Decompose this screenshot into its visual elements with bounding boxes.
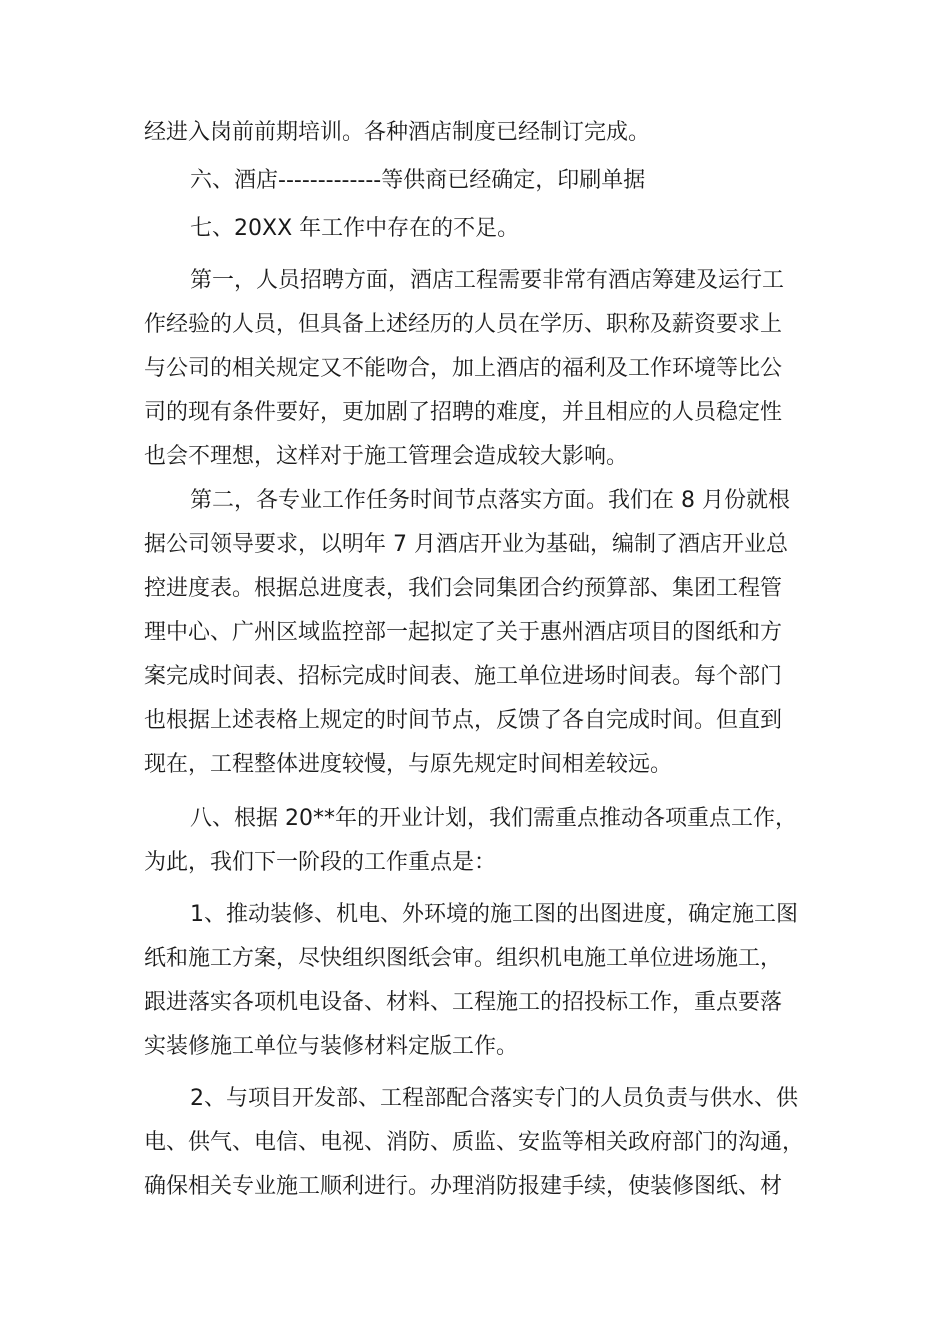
text-line: 纸和施工方案，尽快组织图纸会审。组织机电施工单位进场施工， — [144, 946, 783, 971]
text-line: 与公司的相关规定又不能吻合，加上酒店的福利及工作环境等比公 — [144, 356, 783, 381]
text-line: 电、供气、电信、电视、消防、质监、安监等相关政府部门的沟通， — [144, 1130, 805, 1155]
text-line: 也会不理想，这样对于施工管理会造成较大影响。 — [144, 444, 629, 469]
text-line: 为此，我们下一阶段的工作重点是： — [144, 850, 497, 875]
text-line: 2、与项目开发部、工程部配合落实专门的人员负责与供水、供 — [190, 1086, 798, 1111]
text-line: 七、20XX 年工作中存在的不足。 — [190, 216, 520, 241]
text-line: 第二，各专业工作任务时间节点落实方面。我们在 8 月份就根 — [190, 488, 790, 513]
text-line: 经进入岗前前期培训。各种酒店制度已经制订完成。 — [144, 120, 651, 145]
text-line: 理中心、广州区域监控部一起拟定了关于惠州酒店项目的图纸和方 — [144, 620, 783, 645]
text-line: 跟进落实各项机电设备、材料、工程施工的招投标工作，重点要落 — [144, 990, 783, 1015]
text-line: 案完成时间表、招标完成时间表、施工单位进场时间表。每个部门 — [144, 664, 783, 689]
text-line: 控进度表。根据总进度表，我们会同集团合约预算部、集团工程管 — [144, 576, 783, 601]
text-line: 确保相关专业施工顺利进行。办理消防报建手续，使装修图纸、材 — [144, 1174, 783, 1199]
text-line: 八、根据 20**年的开业计划，我们需重点推动各项重点工作， — [190, 806, 797, 831]
text-line: 现在，工程整体进度较慢，与原先规定时间相差较远。 — [144, 752, 673, 777]
text-line: 第一，人员招聘方面，酒店工程需要非常有酒店筹建及运行工 — [190, 268, 785, 293]
text-line: 司的现有条件要好，更加剧了招聘的难度，并且相应的人员稳定性 — [144, 400, 783, 425]
text-line: 六、酒店-------------等供商已经确定，印刷单据 — [190, 168, 646, 193]
text-line: 据公司领导要求，以明年 7 月酒店开业为基础，编制了酒店开业总 — [144, 532, 788, 557]
text-line: 作经验的人员，但具备上述经历的人员在学历、职称及薪资要求上 — [144, 312, 783, 337]
text-line: 1、推动装修、机电、外环境的施工图的出图进度，确定施工图 — [190, 902, 798, 927]
text-line: 也根据上述表格上规定的时间节点，反馈了各自完成时间。但直到 — [144, 708, 783, 733]
text-line: 实装修施工单位与装修材料定版工作。 — [144, 1034, 519, 1059]
